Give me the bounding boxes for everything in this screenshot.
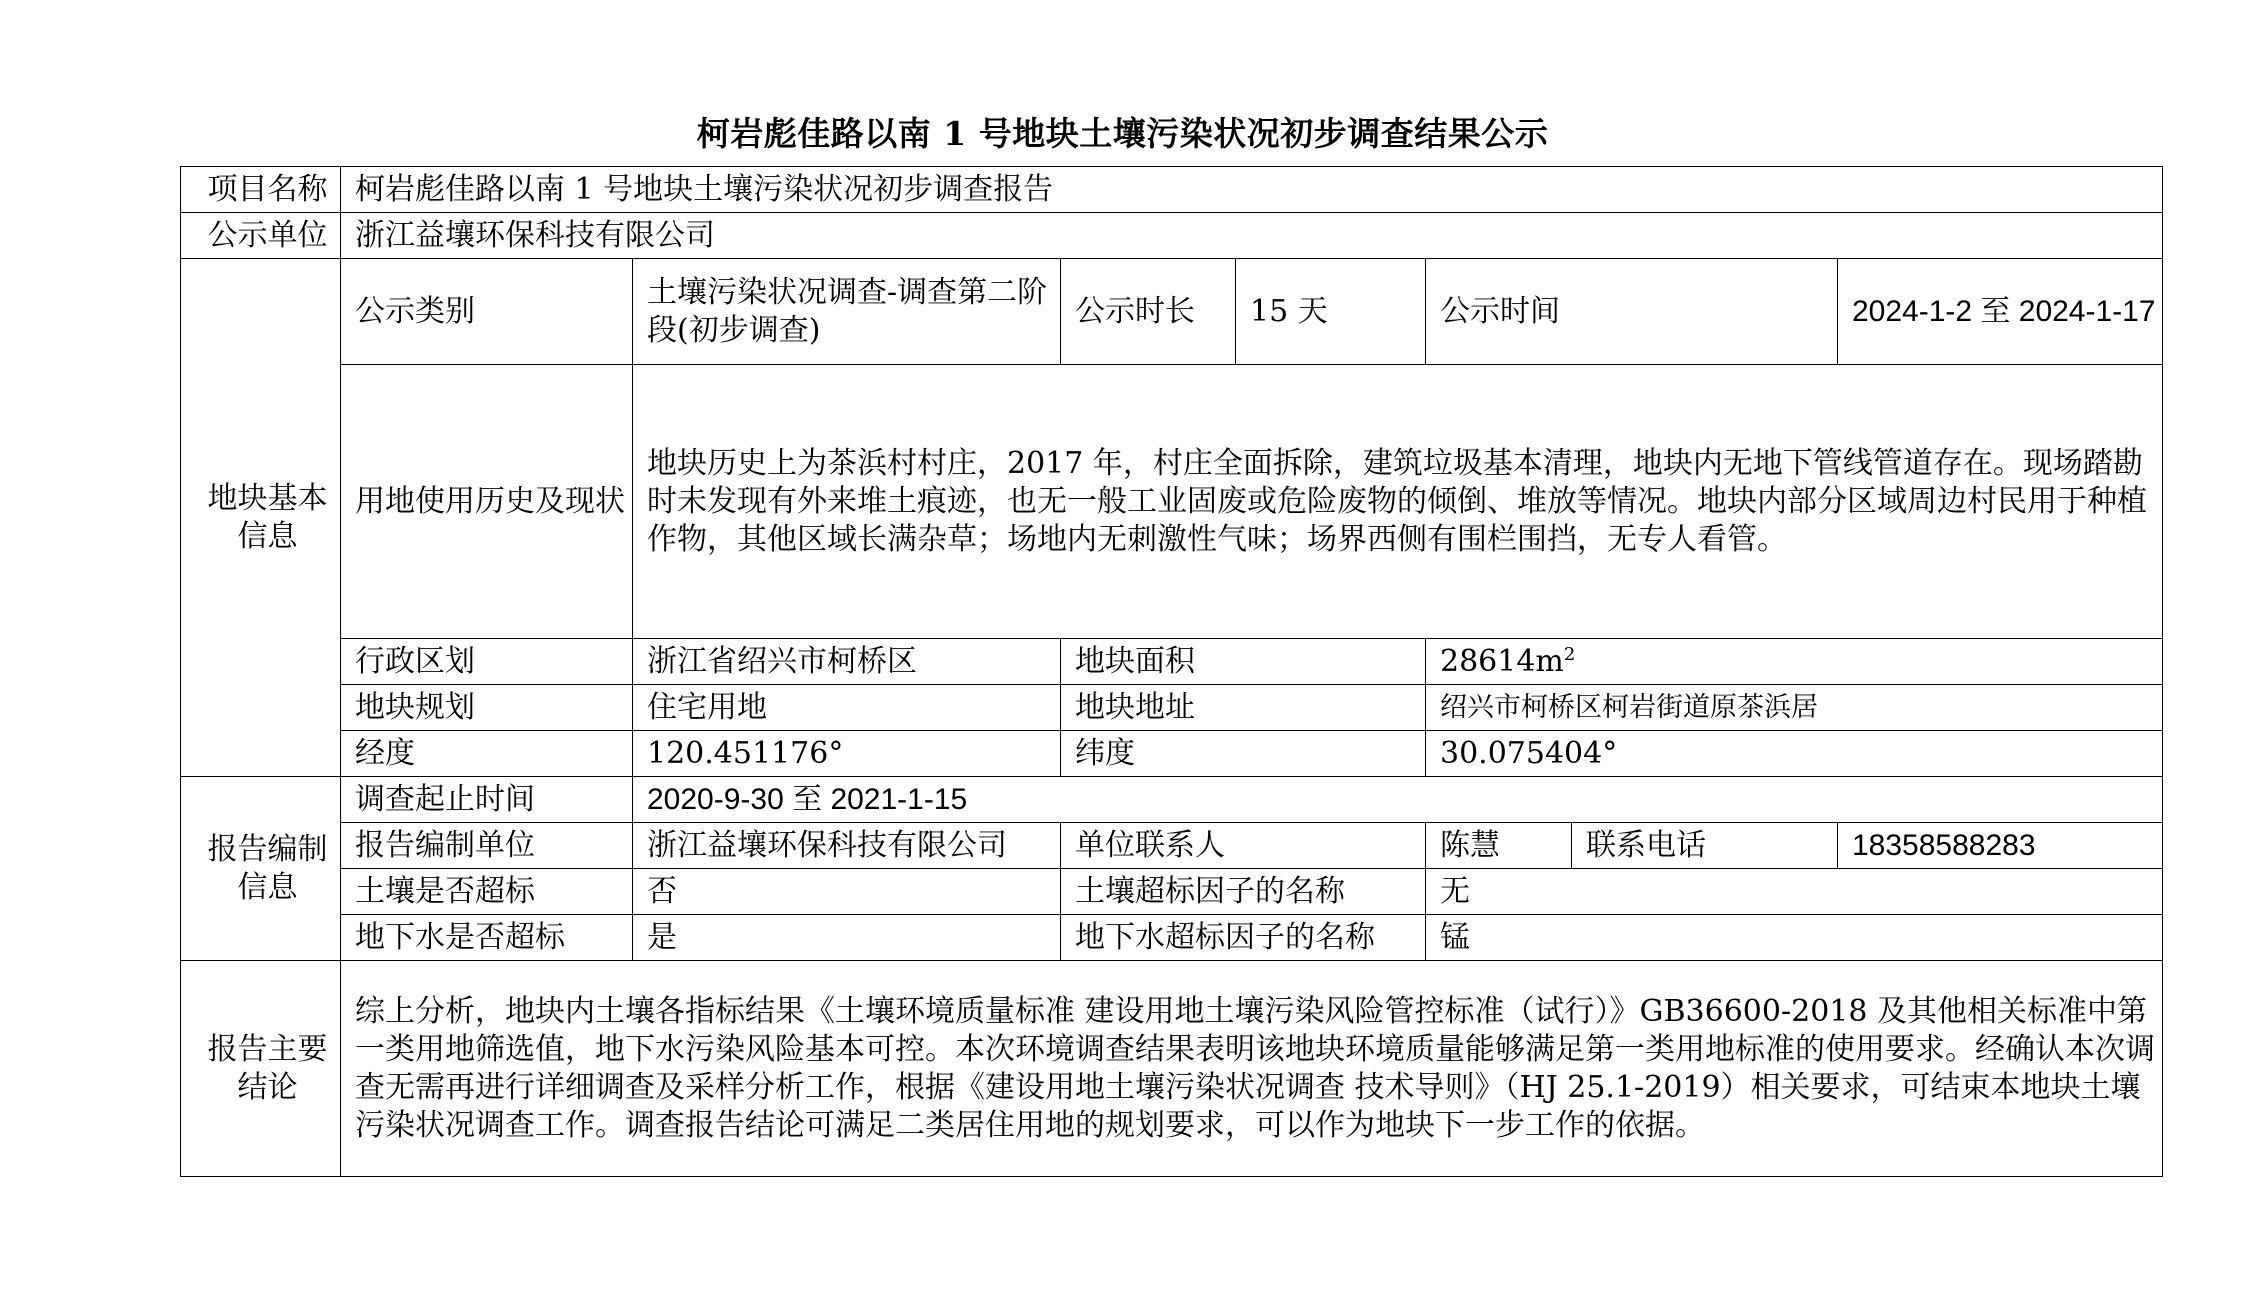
soil-factor-label: 土壤超标因子的名称 — [1061, 869, 1426, 915]
area-label: 地块面积 — [1061, 639, 1426, 685]
duration-value: 15 天 — [1236, 259, 1426, 365]
groundwater-value: 是 — [633, 915, 1061, 961]
row-category — [181, 259, 2163, 365]
time-label: 公示时间 — [1426, 259, 1838, 365]
row-publisher — [181, 213, 2163, 259]
district-label: 行政区划 — [341, 639, 633, 685]
contact-label: 单位联系人 — [1061, 823, 1426, 869]
basic-section-label: 地块基本信息 — [181, 259, 341, 777]
conclusion-text: 综上分析，地块内土壤各指标结果《土壤环境质量标准 建设用地土壤污染风险管控标准（试行）》GB36600-2018 及其他相关标准中第一类用地筛选值，地下水污染风险基本可控。本次环境调查结果表明该地块环境质量能够满足第一类用地标准的使用要求。经确认本次调查无需再进行详细调查及采样分析工作，根据《建设用地土壤污染状况调查 技术导则》（HJ 25.1-2019）相关要求，可结束本地块土壤污染状况调查工作。调查报告结论可满足二类居住用地的规划要求，可以作为地块下一步工作的依据。 — [341, 961, 2163, 1177]
latitude-label: 纬度 — [1061, 731, 1426, 777]
history-label: 用地使用历史及现状 — [341, 365, 633, 639]
row-soil — [181, 869, 2163, 915]
longitude-value: 120.451176° — [633, 731, 1061, 777]
plan-value: 住宅用地 — [633, 685, 1061, 731]
row-history — [181, 365, 2163, 639]
address-label: 地块地址 — [1061, 685, 1426, 731]
groundwater-factor-label: 地下水超标因子的名称 — [1061, 915, 1426, 961]
period-label: 调查起止时间 — [341, 777, 633, 823]
row-project — [181, 167, 2163, 213]
longitude-label: 经度 — [341, 731, 633, 777]
publisher-value: 浙江益壤环保科技有限公司 — [341, 213, 2163, 259]
disclosure-table — [180, 166, 2163, 1177]
row-coordinates — [181, 731, 2163, 777]
category-label: 公示类别 — [341, 259, 633, 365]
row-org — [181, 823, 2163, 869]
history-text: 地块历史上为茶浜村村庄，2017 年，村庄全面拆除，建筑垃圾基本清理，地块内无地下管线管道存在。现场踏勘时未发现有外来堆土痕迹，也无一般工业固废或危险废物的倾倒、堆放等情况。地块内部分区域周边村民用于种植作物，其他区域长满杂草；场地内无刺激性气味；场界西侧有围栏围挡，无专人看管。 — [633, 365, 2163, 639]
latitude-value: 30.075404° — [1426, 731, 2163, 777]
row-district — [181, 639, 2163, 685]
phone-value: 18358588283 — [1838, 823, 2163, 869]
duration-label: 公示时长 — [1061, 259, 1236, 365]
groundwater-factor-value: 锰 — [1426, 915, 2163, 961]
row-plan — [181, 685, 2163, 731]
org-label: 报告编制单位 — [341, 823, 633, 869]
area-value: 28614m — [1440, 643, 1564, 679]
plan-label: 地块规划 — [341, 685, 633, 731]
groundwater-label: 地下水是否超标 — [341, 915, 633, 961]
contact-value: 陈慧 — [1426, 823, 1572, 869]
area-unit-superscript: 2 — [1563, 643, 1576, 665]
row-groundwater — [181, 915, 2163, 961]
soil-factor-value: 无 — [1426, 869, 2163, 915]
project-value: 柯岩彪佳路以南 1 号地块土壤污染状况初步调查报告 — [341, 167, 2163, 213]
category-value: 土壤污染状况调查-调查第二阶段(初步调查) — [633, 259, 1061, 365]
soil-label: 土壤是否超标 — [341, 869, 633, 915]
district-value: 浙江省绍兴市柯桥区 — [633, 639, 1061, 685]
address-value: 绍兴市柯桥区柯岩街道原茶浜居 — [1426, 685, 2163, 731]
org-value: 浙江益壤环保科技有限公司 — [633, 823, 1061, 869]
row-conclusion — [181, 961, 2163, 1177]
soil-value: 否 — [633, 869, 1061, 915]
period-value: 2020-9-30 至 2021-1-15 — [633, 777, 2163, 823]
area-cell — [1426, 639, 2163, 685]
conclusion-label: 报告主要结论 — [181, 961, 341, 1177]
document-title: 柯岩彪佳路以南 1 号地块土壤污染状况初步调查结果公示 — [696, 114, 1549, 153]
time-value: 2024-1-2 至 2024-1-17 — [1838, 259, 2163, 365]
project-label: 项目名称 — [181, 167, 341, 213]
publisher-label: 公示单位 — [181, 213, 341, 259]
phone-label: 联系电话 — [1572, 823, 1838, 869]
row-period — [181, 777, 2163, 823]
report-section-label: 报告编制信息 — [181, 777, 341, 961]
